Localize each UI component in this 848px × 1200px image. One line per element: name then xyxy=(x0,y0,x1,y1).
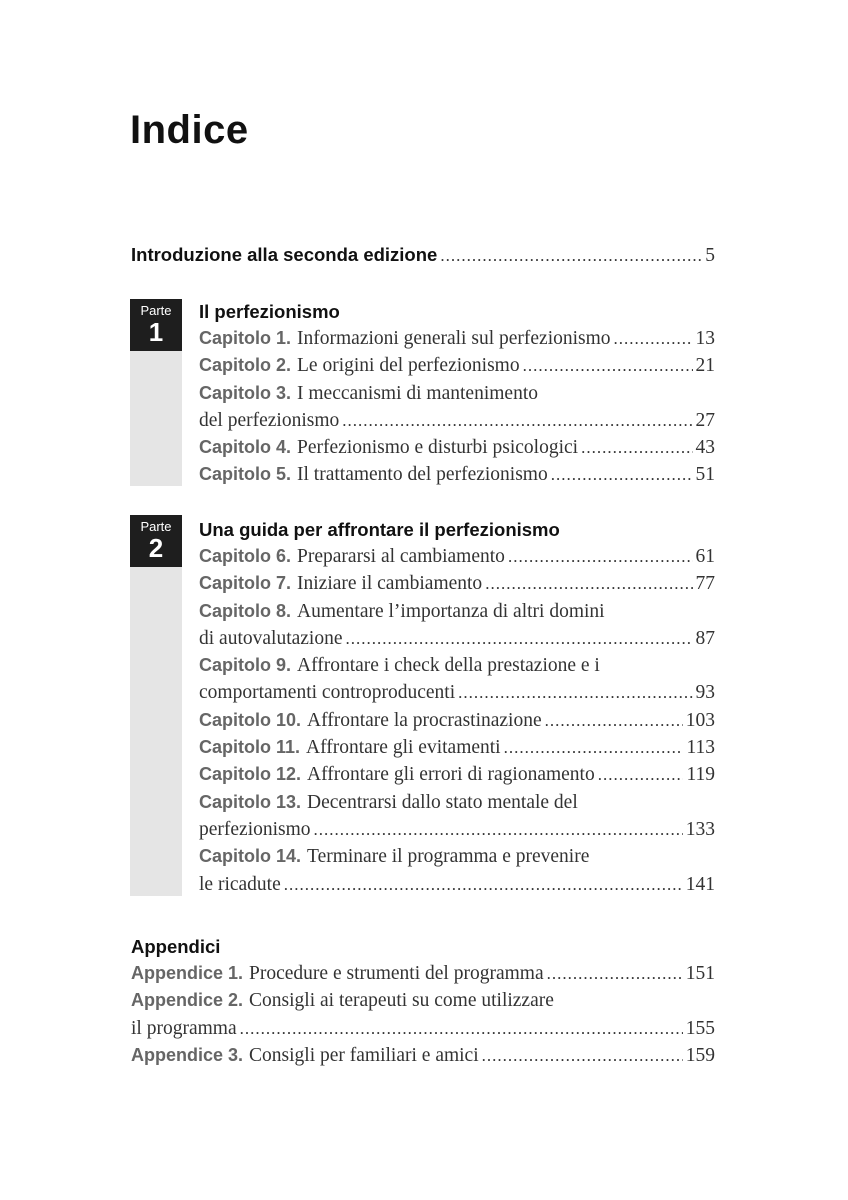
toc-entry-line xyxy=(199,380,715,407)
entry-title: Decentrarsi dallo stato mentale del xyxy=(307,791,578,813)
page-number: 119 xyxy=(686,764,715,786)
toc-entry-line xyxy=(199,543,715,570)
dot-leader xyxy=(523,352,693,379)
entry-title: perfezionismo xyxy=(199,818,311,840)
page-number: 155 xyxy=(685,1017,715,1039)
entry-title: Affrontare gli evitamenti xyxy=(306,737,501,759)
appendices-section xyxy=(131,933,715,1069)
intro-label: Introduzione alla seconda edizione xyxy=(131,244,438,265)
entry-title: Terminare il programma e prevenire xyxy=(307,846,590,868)
toc-entry[interactable] xyxy=(199,707,715,734)
toc-entry-line xyxy=(199,816,715,843)
entry-label: Capitolo 11. xyxy=(199,737,301,758)
entry-title: Affrontare gli errori di ragionamento xyxy=(307,764,595,786)
toc-entry[interactable] xyxy=(199,570,715,597)
toc-entry[interactable] xyxy=(199,461,715,488)
toc-entry[interactable] xyxy=(199,598,715,653)
dot-leader xyxy=(614,325,693,352)
entry-label: Capitolo 1. xyxy=(199,328,292,348)
toc-entry-line xyxy=(199,679,715,706)
entry-label: Capitolo 9. xyxy=(199,655,292,676)
entry-title: Perfezionismo e disturbi psicologici xyxy=(297,437,579,459)
part-1-title: Il perfezionismo xyxy=(199,301,340,322)
page-number: 51 xyxy=(695,464,715,486)
toc-entry-line xyxy=(199,461,715,488)
dot-leader xyxy=(485,570,692,597)
page-number: 5 xyxy=(705,245,715,266)
page-number: 21 xyxy=(695,355,715,377)
page-number: 151 xyxy=(685,963,715,984)
dot-leader xyxy=(598,761,684,788)
part-2-badge xyxy=(130,515,182,896)
toc-entry-line xyxy=(199,352,715,379)
page-title: Indice xyxy=(130,108,249,152)
appendix-list xyxy=(131,960,715,1069)
entry-title: comportamenti controproducenti xyxy=(199,682,456,704)
part-1-badge xyxy=(130,299,182,486)
toc-entry[interactable] xyxy=(199,734,715,761)
toc-entry[interactable] xyxy=(131,1042,715,1069)
toc-entry[interactable] xyxy=(199,352,715,379)
part-1-chapter-list xyxy=(199,325,715,489)
entry-title: Consigli per familiari e amici xyxy=(249,1044,479,1066)
part-2-section xyxy=(199,516,715,898)
part-2-title: Una guida per affrontare il perfezionismo xyxy=(199,519,560,540)
page-number: 77 xyxy=(695,573,715,595)
toc-entry-line xyxy=(131,1015,715,1042)
page-number: 103 xyxy=(685,709,715,731)
toc-entry[interactable] xyxy=(131,960,715,987)
toc-entry-line xyxy=(131,987,715,1014)
entry-title: le ricadute xyxy=(199,873,281,895)
entry-label: Capitolo 13. xyxy=(199,791,302,812)
part-word: Parte xyxy=(140,519,172,534)
entry-label: Capitolo 12. xyxy=(199,764,302,785)
page-number: 141 xyxy=(685,873,715,895)
entry-label: Capitolo 4. xyxy=(199,437,292,458)
toc-entry[interactable] xyxy=(199,325,715,352)
entry-title: Affrontare la procrastinazione xyxy=(307,709,542,731)
entry-label: Capitolo 5. xyxy=(199,464,292,485)
dot-leader xyxy=(508,543,693,570)
entry-label: Capitolo 10. xyxy=(199,709,302,730)
entry-label: Appendice 2. xyxy=(131,990,244,1011)
page-number: 133 xyxy=(685,818,715,840)
dot-leader xyxy=(581,434,692,461)
page-number: 113 xyxy=(686,737,715,759)
part-2-chapter-list xyxy=(199,543,715,898)
toc-entry-line xyxy=(131,960,715,987)
entry-label: Capitolo 6. xyxy=(199,546,292,566)
dot-leader xyxy=(547,960,683,987)
dot-leader xyxy=(284,871,683,898)
toc-entry-line xyxy=(199,407,715,434)
part-number: 2 xyxy=(148,533,164,563)
entry-title: Informazioni generali sul perfezionismo xyxy=(297,328,611,349)
toc-entry-intro[interactable] xyxy=(131,244,715,271)
toc-entry-line xyxy=(199,598,715,625)
entry-title: di autovalutazione xyxy=(199,627,343,649)
toc-entry-line xyxy=(199,625,715,652)
dot-leader xyxy=(458,679,692,706)
dot-leader xyxy=(482,1042,683,1069)
toc-entry[interactable] xyxy=(199,789,715,844)
page-number: 93 xyxy=(695,682,715,704)
entry-title: del perfezionismo xyxy=(199,409,340,431)
entry-label: Capitolo 14. xyxy=(199,846,302,867)
entry-title: Prepararsi al cambiamento xyxy=(297,546,505,567)
entry-label: Capitolo 2. xyxy=(199,355,292,376)
dot-leader xyxy=(346,625,693,652)
page-number: 43 xyxy=(695,437,715,459)
entry-title: Le origini del perfezionismo xyxy=(297,355,520,377)
appendices-title: Appendici xyxy=(131,936,221,957)
toc-entry-line xyxy=(199,843,715,870)
entry-label: Capitolo 3. xyxy=(199,382,292,403)
toc-entry-line xyxy=(199,734,715,761)
toc-entry-line xyxy=(199,652,715,679)
page-number: 87 xyxy=(695,627,715,649)
toc-entry-line xyxy=(199,871,715,898)
toc-entry[interactable] xyxy=(199,652,715,707)
page-number: 27 xyxy=(695,409,715,431)
entry-title: il programma xyxy=(131,1017,237,1039)
toc-entry-line xyxy=(199,434,715,461)
entry-label: Capitolo 8. xyxy=(199,600,292,621)
entry-title: Iniziare il cambiamento xyxy=(297,573,483,595)
entry-title: Procedure e strumenti del programma xyxy=(249,963,544,984)
toc-entry-line xyxy=(199,789,715,816)
page-number: 61 xyxy=(695,546,715,567)
entry-title: Consigli ai terapeuti su come utilizzare xyxy=(249,990,554,1012)
toc-entry-line xyxy=(131,1042,715,1069)
toc-entry[interactable] xyxy=(199,543,715,570)
dot-leader xyxy=(551,461,693,488)
toc-entry[interactable] xyxy=(199,761,715,788)
toc-entry[interactable] xyxy=(199,380,715,435)
toc-entry-line xyxy=(199,570,715,597)
dot-leader xyxy=(240,1015,683,1042)
part-1-section xyxy=(199,298,715,489)
dot-leader xyxy=(440,246,702,266)
entry-title: Affrontare i check della prestazione e i xyxy=(297,655,600,677)
toc-entry-line xyxy=(199,707,715,734)
dot-leader xyxy=(314,816,683,843)
part-number: 1 xyxy=(148,317,164,347)
entry-title: Il trattamento del perfezionismo xyxy=(297,464,548,486)
toc-entry[interactable] xyxy=(199,434,715,461)
entry-title: I meccanismi di mantenimento xyxy=(297,382,538,404)
dot-leader xyxy=(342,407,692,434)
toc-entry[interactable] xyxy=(131,987,715,1042)
toc-entry-line xyxy=(199,761,715,788)
dot-leader xyxy=(545,707,683,734)
toc-entry-line xyxy=(199,325,715,352)
toc-entry[interactable] xyxy=(199,843,715,898)
entry-title: Aumentare l’importanza di altri domini xyxy=(297,600,605,622)
entry-label: Appendice 3. xyxy=(131,1044,244,1065)
page-number: 159 xyxy=(685,1044,715,1066)
page-number: 13 xyxy=(695,328,715,349)
entry-label: Capitolo 7. xyxy=(199,573,292,594)
dot-leader xyxy=(504,734,684,761)
part-word: Parte xyxy=(140,303,172,318)
entry-label: Appendice 1. xyxy=(131,963,244,983)
